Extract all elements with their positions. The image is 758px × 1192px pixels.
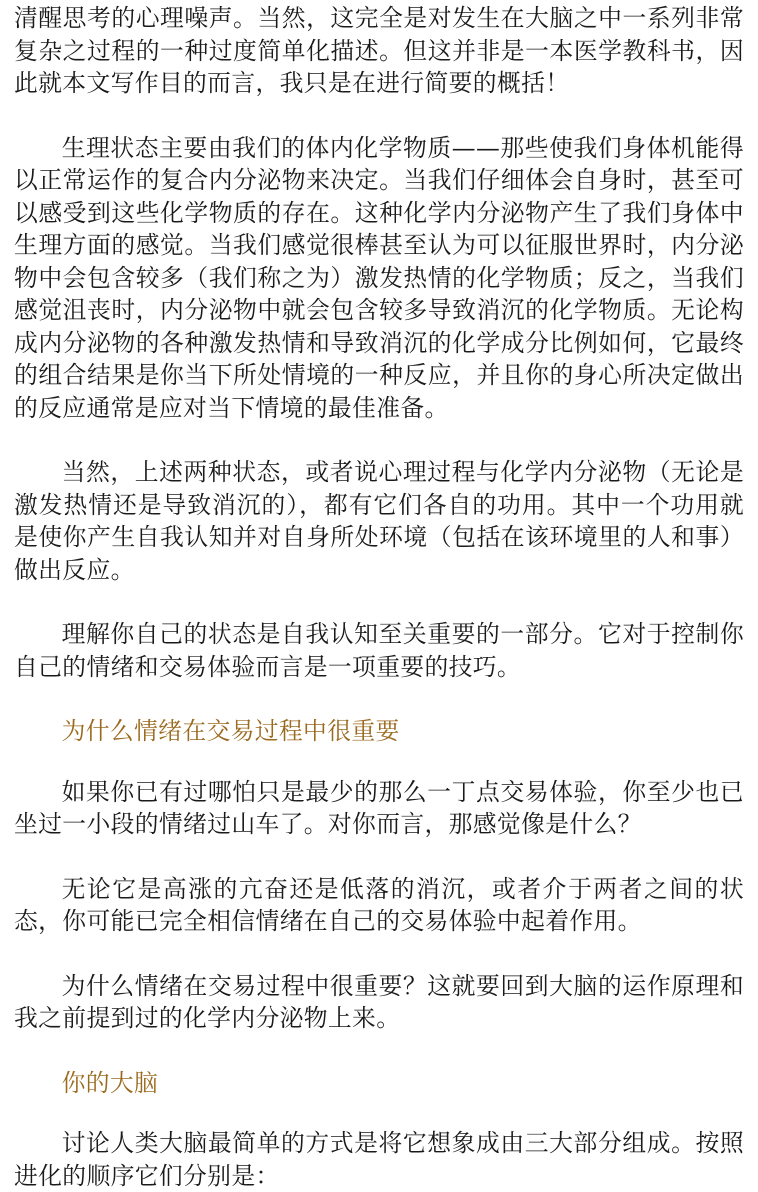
paragraph: 如果你已有过哪怕只是最少的那么一丁点交易体验，你至少也已坐过一小段的情绪过山车了。对你而言，那感觉像是什么？: [14, 777, 744, 838]
paragraph: 理解你自己的状态是自我认知至关重要的一部分。它对于控制你自己的情绪和交易体验而言是一项重要的技巧。: [14, 620, 744, 681]
paragraph: 生理状态主要由我们的体内化学物质——那些使我们身体机能得以正常运作的复合内分泌物来决定。当我们仔细体会自身时，甚至可以感受到这些化学物质的存在。这种化学内分泌物产生了我们身体中生理方面的感觉。当我们感觉很棒甚至认为可以征服世界时，内分泌物中会包含较多（我们称之为）激发热情的化学物质；反之，当我们感觉沮丧时，内分泌物中就会包含较多导致消沉的化学物质。无论构成内分泌物的各种激发热情和导致消沉的化学成分比例如何，它最终的组合结果是你当下所处情境的一种反应，并且你的身心所决定做出的反应通常是应对当下情境的最佳准备。: [14, 133, 744, 422]
paragraph: 讨论人类大脑最简单的方式是将它想象成由三大部分组成。按照进化的顺序它们分别是：: [14, 1129, 744, 1190]
paragraph: 当然，上述两种状态，或者说心理过程与化学内分泌物（无论是激发热情还是导致消沉的），都有它们各自的功用。其中一个功用就是使你产生自我认知并对自身所处环境（包括在该环境里的人和事）做出反应。: [14, 458, 744, 584]
section-heading: 你的大脑: [61, 1068, 159, 1097]
section-heading: 为什么情绪在交易过程中很重要: [61, 717, 400, 745]
paragraph: 无论它是高涨的亢奋还是低落的消沉，或者介于两者之间的状态，你可能已完全相信情绪在自己的交易体验中起着作用。: [14, 874, 744, 935]
paragraph: 为什么情绪在交易过程中很重要？这就要回到大脑的运作原理和我之前提到过的化学内分泌物上来。: [14, 971, 744, 1032]
paragraph: 清醒思考的心理噪声。当然，这完全是对发生在大脑之中一系列非常复杂之过程的一种过度简单化描述。但这并非是一本医学教科书，因此就本文写作目的而言，我只是在进行简要的概括！: [14, 4, 744, 97]
